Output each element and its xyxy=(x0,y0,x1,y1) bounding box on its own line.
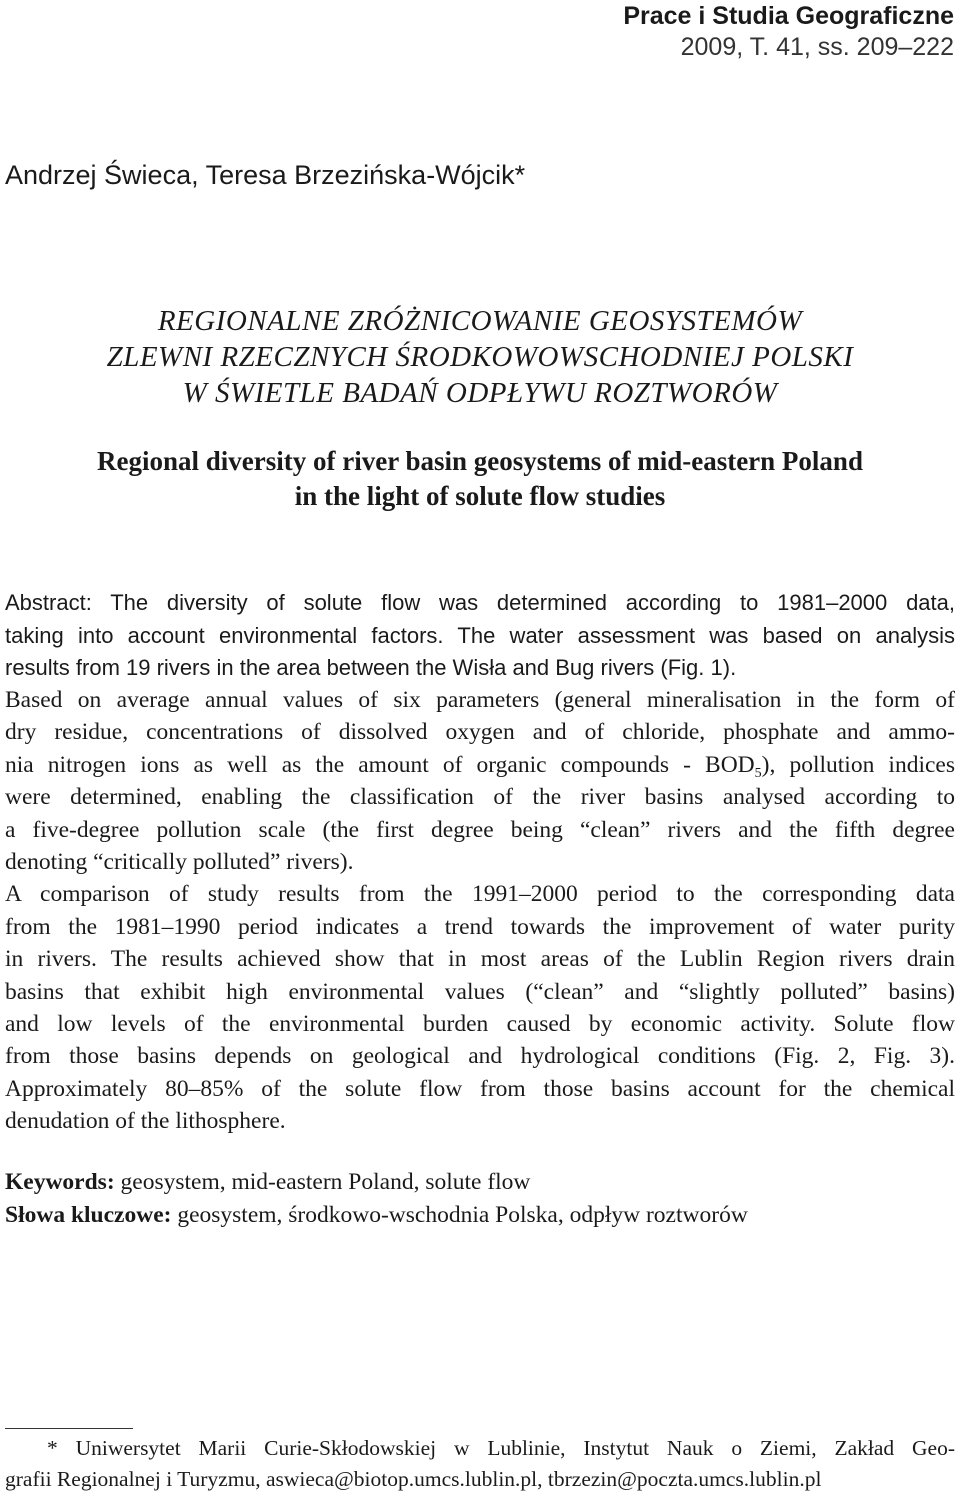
abstract-line: from the 1981–1990 period indicates a trend towards the improvement of water purity xyxy=(5,913,955,940)
abstract-text: nia nitrogen ions as well as the amount of organic compounds - BOD xyxy=(5,751,755,778)
keywords-value: geosystem, mid-eastern Poland, solute flow xyxy=(114,1169,531,1195)
footnote-line: grafii Regionalnej i Turyzmu, aswieca@biotop.umcs.lublin.pl, tbrzezin@poczta.umcs.lublin.pl xyxy=(5,1467,822,1491)
keywords-polish xyxy=(5,1199,748,1232)
title-english-line: in the light of solute flow studies xyxy=(294,481,666,511)
journal-header xyxy=(623,0,954,62)
keywords-english xyxy=(5,1166,748,1199)
keywords-label: Keywords: xyxy=(5,1169,115,1195)
title-polish-line: W ŚWIETLE BADAŃ ODPŁYWU ROZTWORÓW xyxy=(182,377,778,409)
abstract-line: A comparison of study results from the 1991–2000 period to the corresponding data xyxy=(5,881,955,908)
journal-name: Prace i Studia Geograficzne xyxy=(623,2,954,30)
abstract-line: denudation of the lithosphere. xyxy=(5,1108,286,1135)
abstract-intro-line: Abstract: The diversity of solute flow was determined according to 1981–2000 data, xyxy=(5,590,955,615)
abstract-line: in rivers. The results achieved show that in most areas of the Lublin Region rivers drain xyxy=(5,946,955,973)
author-list: Andrzej Świeca, Teresa Brzezińska-Wójcik* xyxy=(5,160,526,190)
keywords-label: Słowa kluczowe: xyxy=(5,1202,172,1228)
title-english xyxy=(0,444,960,514)
title-polish-line: REGIONALNE ZRÓŻNICOWANIE GEOSYSTEMÓW xyxy=(157,305,803,337)
abstract-line: from those basins depends on geological and hydrological conditions (Fig. 2, Fig. 3). xyxy=(5,1043,955,1070)
abstract-intro-line: results from 19 rivers in the area between the Wisła and Bug rivers (Fig. 1). xyxy=(5,655,737,680)
abstract-line: dry residue, concentrations of dissolved oxygen and of chloride, phosphate and ammo- xyxy=(5,719,955,746)
abstract-line: were determined, enabling the classification of the river basins analysed according to xyxy=(5,784,955,811)
abstract-line: Based on average annual values of six parameters (general mineralisation in the form of xyxy=(5,687,955,713)
abstract-line: Approximately 80–85% of the solute flow from those basins account for the chemical xyxy=(5,1075,955,1102)
abstract-intro xyxy=(5,587,955,685)
title-polish-line: ZLEWNI RZECZNYCH ŚRODKOWOWSCHODNIEJ POLSKI xyxy=(106,341,854,373)
title-english-line: Regional diversity of river basin geosystems of mid-eastern Poland xyxy=(97,446,863,476)
footnote xyxy=(5,1433,955,1495)
abstract-line: basins that exhibit high environmental values (“clean” and “slightly polluted” basins) xyxy=(5,978,955,1005)
abstract-body xyxy=(5,684,955,1138)
keywords-value: geosystem, środkowo-wschodnia Polska, odpływ roztworów xyxy=(171,1202,748,1228)
footnote-divider xyxy=(5,1428,133,1429)
title-polish xyxy=(0,303,960,411)
keywords-section xyxy=(5,1166,748,1232)
abstract-line: a five-degree pollution scale (the first degree being “clean” rivers and the fifth degree xyxy=(5,816,955,843)
abstract-line: denoting “critically polluted” rivers). xyxy=(5,849,354,876)
abstract-text: ), pollution indices xyxy=(761,751,955,778)
journal-reference: 2009, T. 41, ss. 209–222 xyxy=(680,33,954,61)
abstract-line xyxy=(5,749,955,781)
subscript: 5 xyxy=(754,765,762,781)
footnote-line: * Uniwersytet Marii Curie-Skłodowskiej w Lublinie, Instytut Nauk o Ziemi, Zakład Geo- xyxy=(47,1436,955,1460)
abstract-line: and low levels of the environmental burden caused by economic activity. Solute flow xyxy=(5,1011,955,1038)
abstract-intro-line: taking into account environmental factors. The water assessment was based on analysis xyxy=(5,622,955,648)
